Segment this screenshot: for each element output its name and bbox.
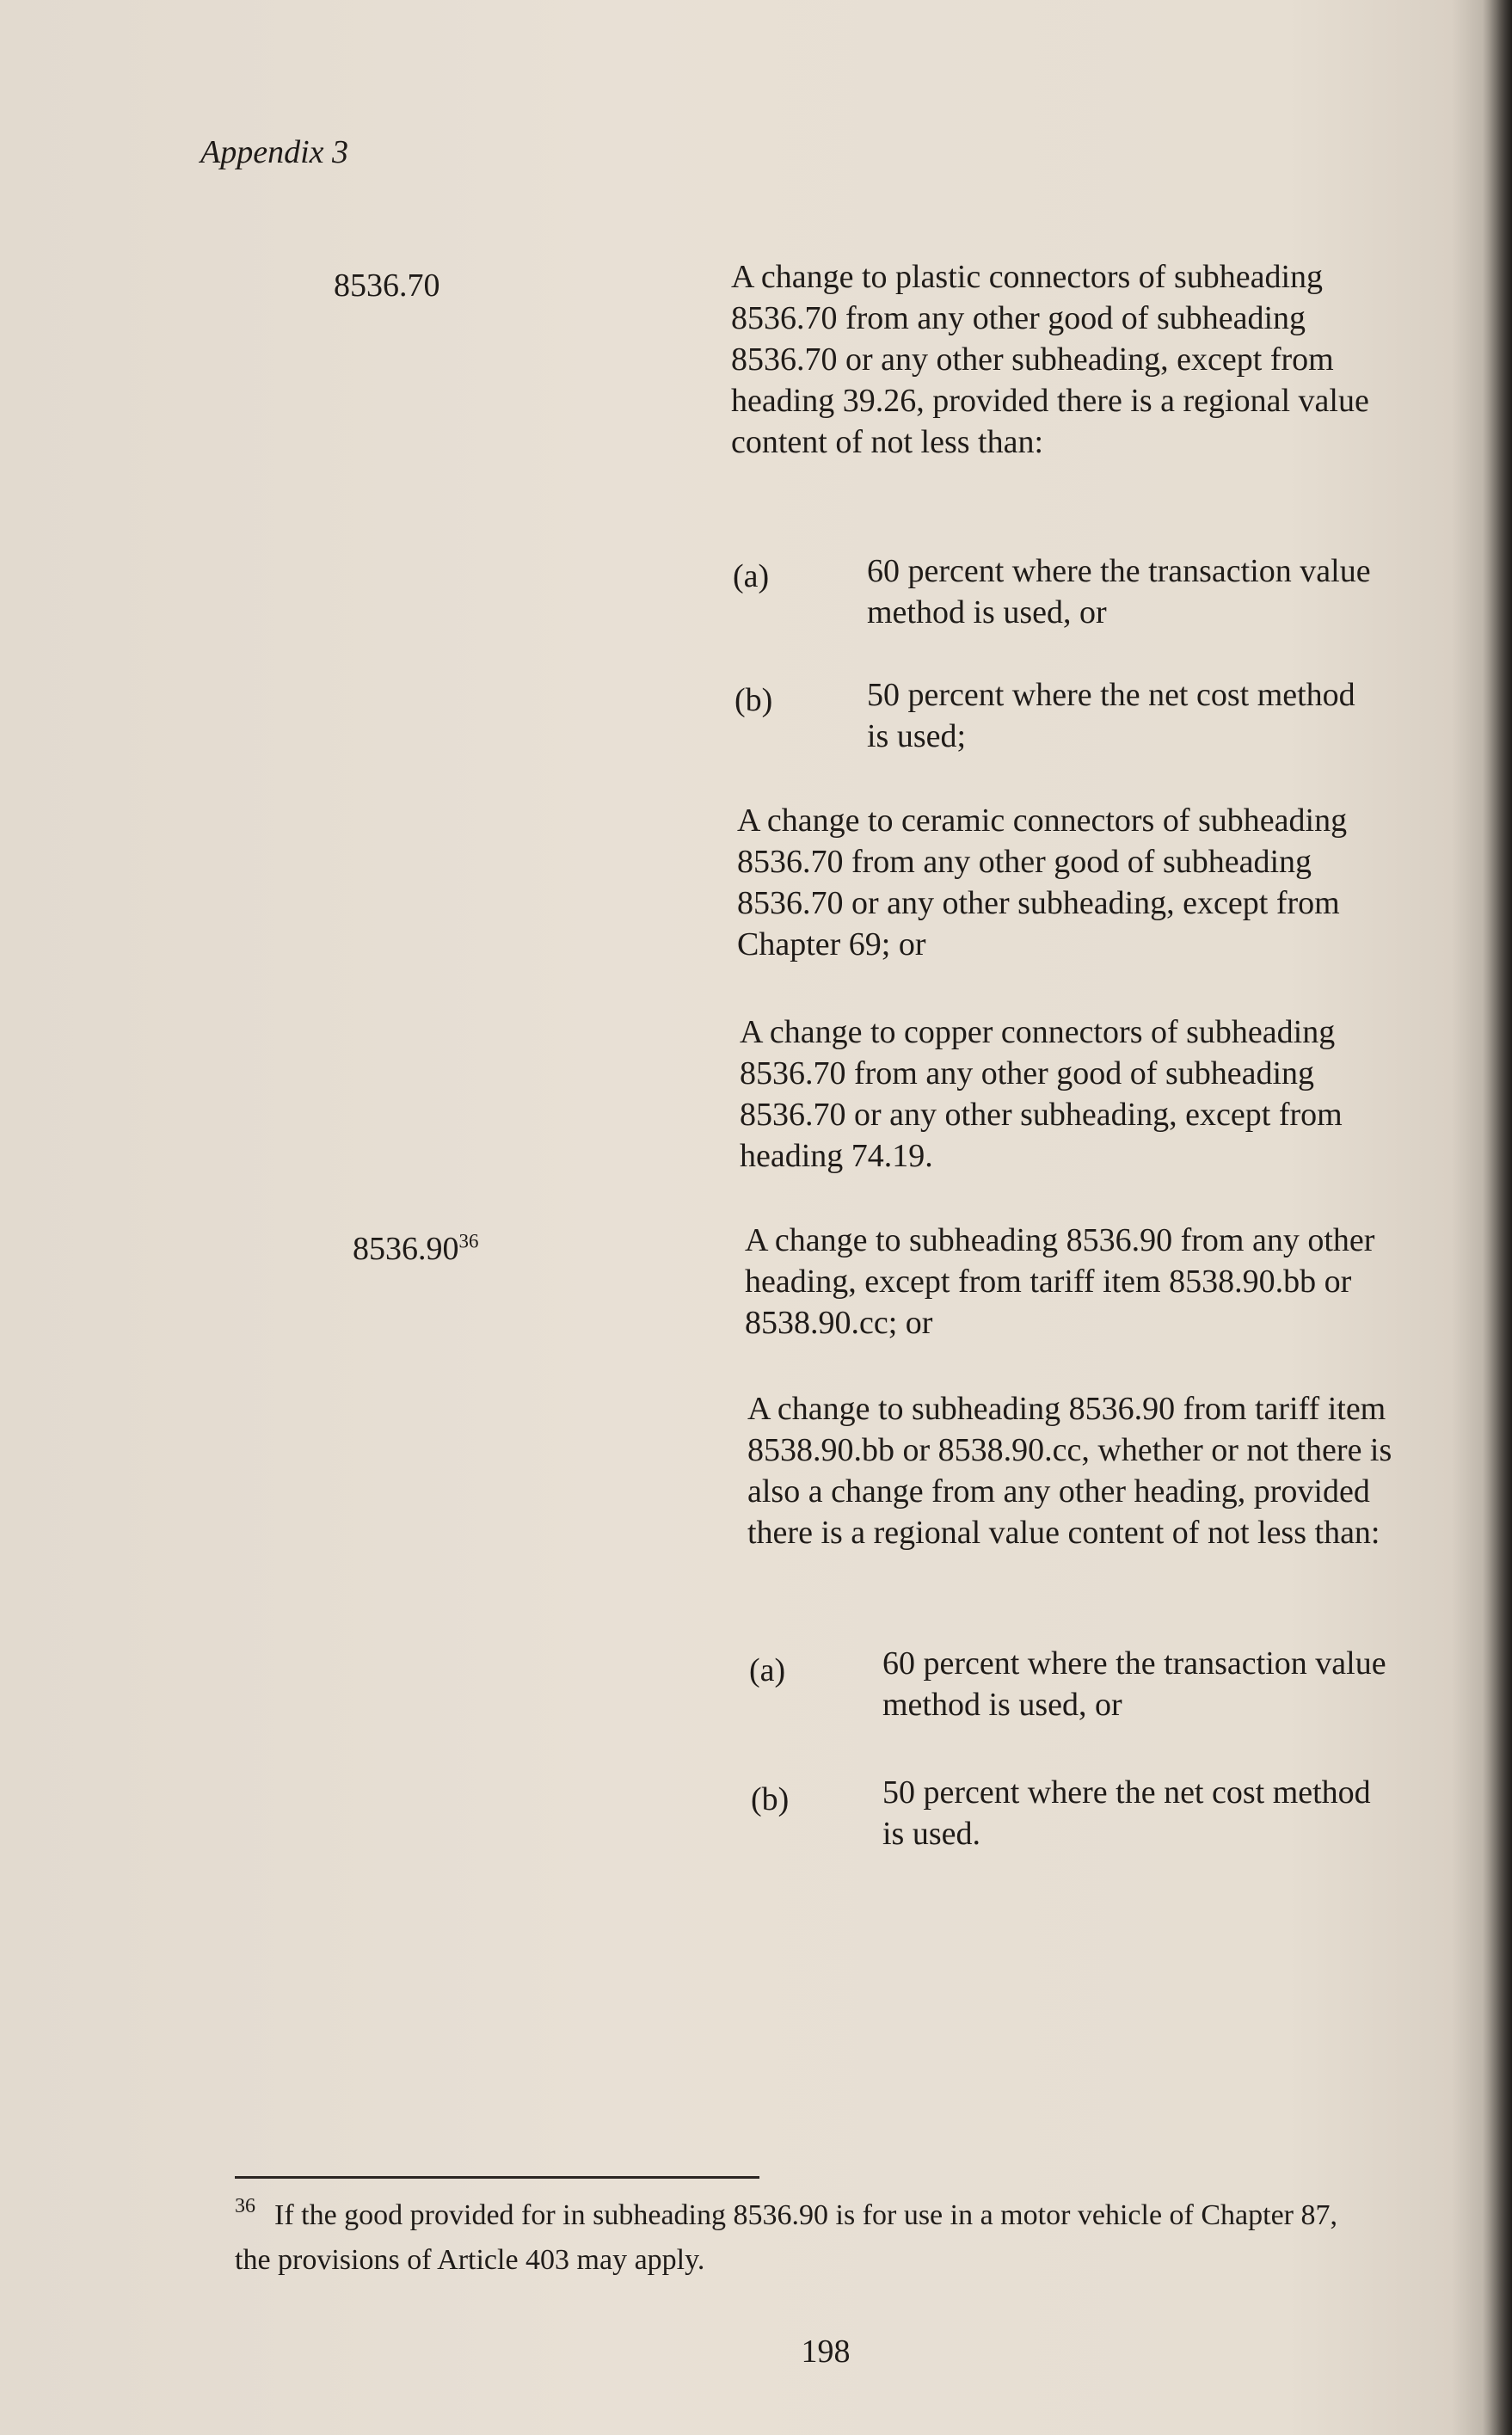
item-label-b-2: (b) [751, 1781, 790, 1817]
tariff-code-8536-70: 8536.70 [334, 267, 440, 304]
item-text-b: 50 percent where the net cost method is used; [867, 677, 1355, 754]
footnote-text: If the good provided for in subheading 8536.90 is for use in a motor vehicle of Chapter 87, the provisions of Article 403 may apply. [235, 2199, 1338, 2276]
tariff-code-8536-90: 8536.90$^{36}$ [353, 1230, 479, 1267]
rule-subheading-8536-90-b: A change to subheading 8536.90 from tariff item 8538.90.bb or 8538.90.cc, whether or not there is also a change from any other heading, provided there is a regional value content of not less than: [747, 1391, 1392, 1551]
footnote-ref: 36 [458, 1230, 479, 1252]
item-text-b-2: 50 percent where the net cost method is used. [882, 1774, 1371, 1852]
page-number: 198 [801, 2334, 851, 2370]
item-label-a: (a) [733, 558, 770, 594]
rule-ceramic-connectors: A change to ceramic connectors of subheading 8536.70 from any other good of subheading 8536.70 or any other subheading, except from Chapter 69; or [737, 802, 1348, 962]
item-text-a: 60 percent where the transaction value method is used, or [867, 553, 1371, 630]
footnote-rule [235, 2176, 759, 2179]
spine-shadow [1483, 0, 1512, 2435]
item-label-a-2: (a) [749, 1652, 786, 1688]
footnote-number: 36 [235, 2195, 255, 2217]
rule-plastic-connectors: A change to plastic connectors of subheading 8536.70 from any other good of subheading 8536.70 or any other subheading, except from heading 39.26, provided there is a regional value content of not less than: [731, 259, 1369, 460]
rule-copper-connectors: A change to copper connectors of subheading 8536.70 from any other good of subheading 8536.70 or any other subheading, except from heading 74.19. [740, 1014, 1343, 1174]
running-head: Appendix 3 [200, 134, 349, 170]
item-text-a-2: 60 percent where the transaction value method is used, or [882, 1645, 1386, 1723]
rule-subheading-8536-90-a: A change to subheading 8536.90 from any other heading, except from tariff item 8538.90.bb or 8538.90.cc; or [745, 1222, 1375, 1341]
item-label-b: (b) [734, 682, 773, 718]
